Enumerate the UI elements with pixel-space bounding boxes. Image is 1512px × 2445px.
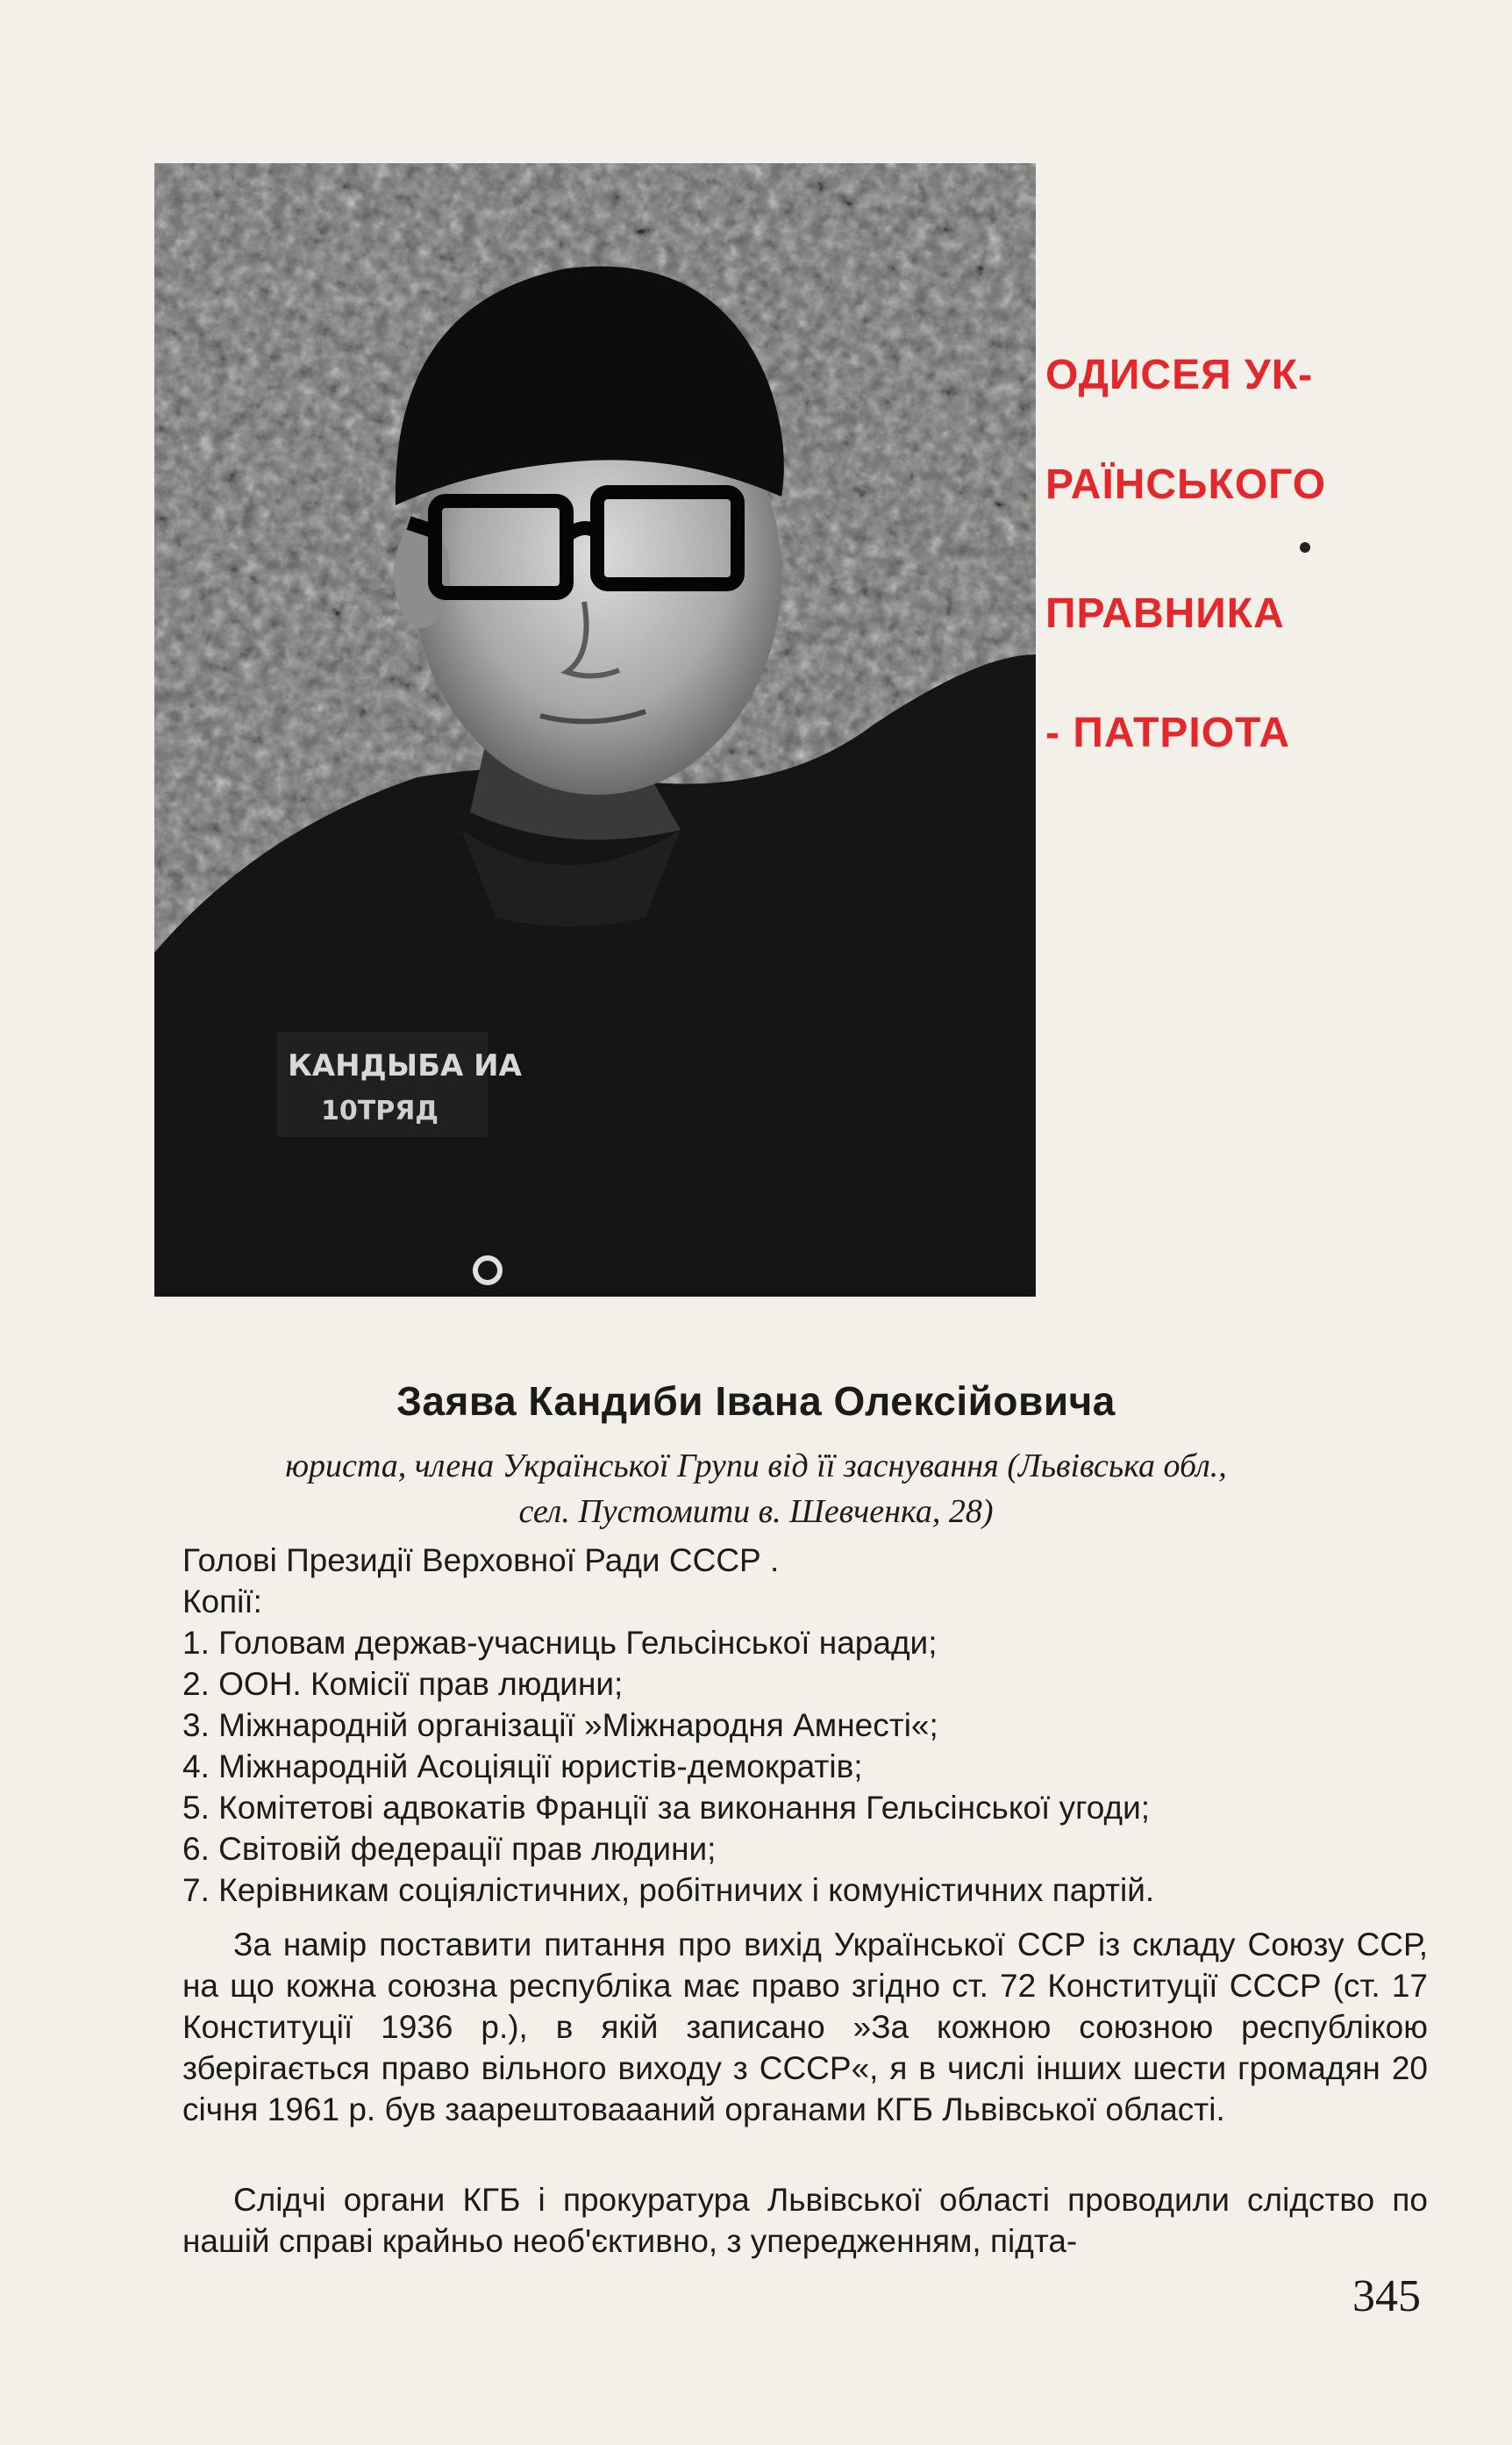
side-title-line-4: - ПАТРІОТА (1045, 710, 1291, 756)
list-item: 5. Комітетові адвокатів Франції за виконання Гельсінської угоди; (182, 1790, 1151, 1826)
badge-line2: 10ТРЯД (321, 1096, 439, 1126)
portrait-illustration (154, 163, 1036, 1297)
list-item: 7. Керівникам соціялістичних, робітничих і комуністичних партій. (182, 1872, 1155, 1908)
subheading-line-2: сел. Пустомити в. Шевченка, 28) (518, 1493, 994, 1530)
list-item: 1. Головам держав-учасниць Гельсінської наради; (182, 1625, 938, 1661)
side-title-line-1: ОДИСЕЯ УК- (1045, 352, 1314, 398)
subheading-line-1: юриста, члена Української Групи від її заснування (Львівська обл., (285, 1448, 1227, 1484)
list-item: 3. Міжнародній організації »Міжнародня Амнесті«; (182, 1707, 938, 1743)
addressee-to: Голові Президії Верховної Ради СССР . (182, 1542, 780, 1578)
addressee-list (182, 1540, 1428, 1911)
paragraph-2: Слідчі органи КГБ і прокуратура Львівської області проводили слідство по нашій справі крайньо необ'єктивно, з упередженням, підта- (182, 2182, 1428, 2259)
bullet-dot (1300, 542, 1310, 553)
side-title-line-3: ПРАВНИКА (1045, 590, 1285, 637)
side-title-line-2: РАЇНСЬКОГО (1045, 461, 1327, 508)
portrait-photo (154, 163, 1036, 1297)
copies-label: Копії: (182, 1584, 262, 1619)
paragraph-1: За намір поставити питання про вихід Української ССР із складу Союзу ССР, на що кожна союзна республіка має право згідно ст. 72 Конституції СССР (ст. 17 Конституції 1936 р.), в якій записано »За кожною союзною республікою зберігається право вільного виходу з СССР«, я в числі інших шести громадян 20 січня 1961 р. був заарештоваааний органами КГБ Львівської області. (182, 1927, 1428, 2127)
list-item: 2. ООН. Комісії прав людини; (182, 1666, 624, 1702)
badge-line1: КАНДЫБА ИА (288, 1048, 522, 1083)
page-number: 345 (1352, 2271, 1421, 2321)
document-heading: Заява Кандиби Івана Олексійовича (396, 1378, 1116, 1424)
list-item: 6. Світовій федерації прав людини; (182, 1831, 717, 1867)
list-item: 4. Міжнародній Асоціяції юристів-демократів; (182, 1748, 863, 1784)
